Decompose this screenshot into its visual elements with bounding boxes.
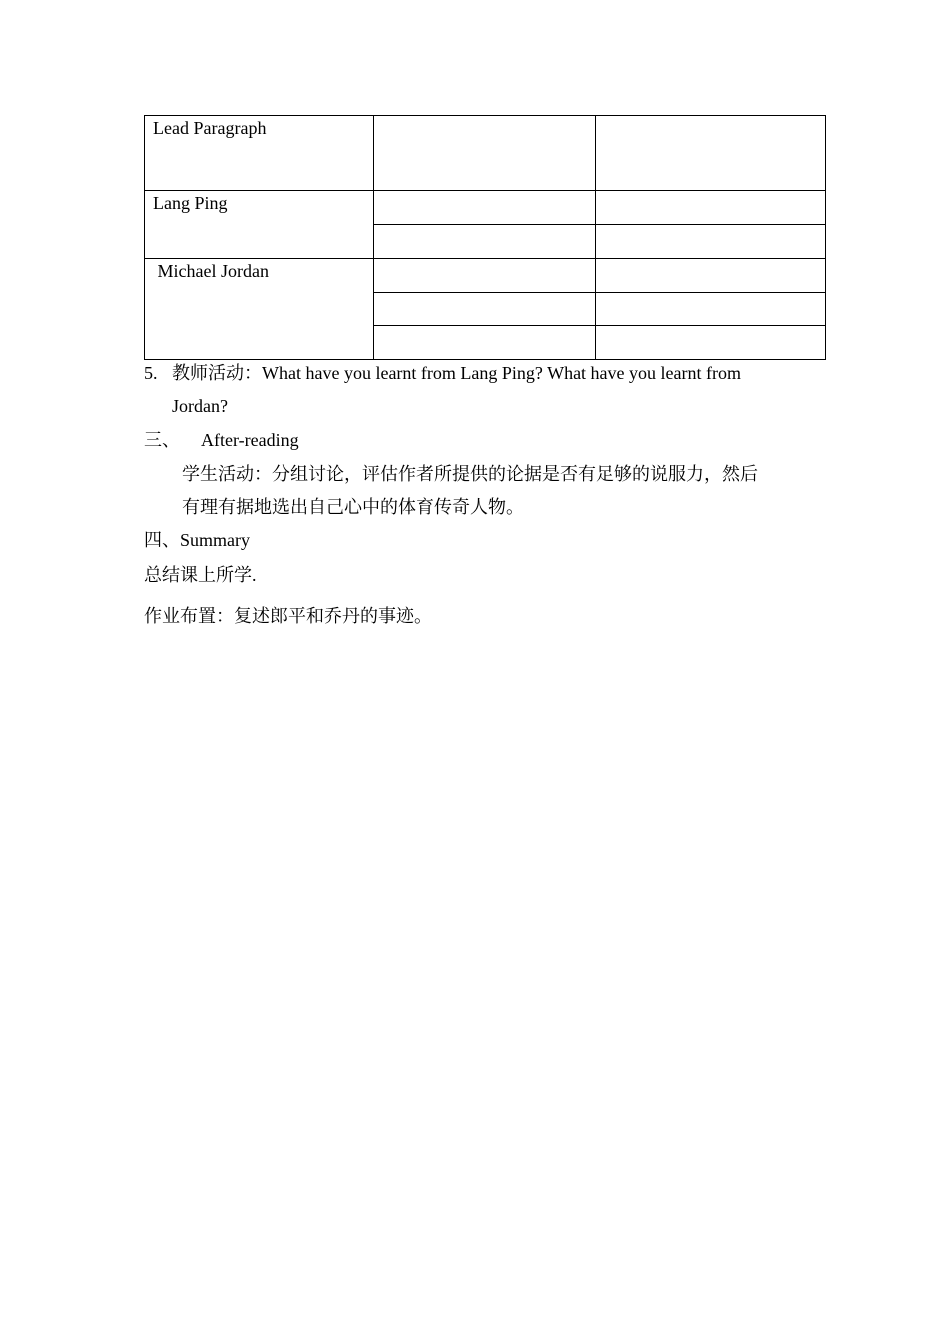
table-cell bbox=[596, 191, 826, 225]
table-cell bbox=[374, 293, 596, 326]
section-3-heading bbox=[144, 428, 299, 452]
table-cell bbox=[374, 116, 596, 191]
table-cell bbox=[596, 293, 826, 326]
item-5-question: 教师活动：What have you learnt from Lang Ping? What have you learnt from bbox=[172, 363, 742, 383]
table-row bbox=[145, 191, 826, 225]
table-cell bbox=[374, 225, 596, 259]
table-cell bbox=[596, 116, 826, 191]
table-cell bbox=[596, 225, 826, 259]
row-label-michael-jordan: Michael Jordan bbox=[153, 261, 269, 281]
reading-table bbox=[144, 115, 826, 360]
summary-text: 总结课上所学. bbox=[144, 565, 257, 585]
table-row bbox=[145, 259, 826, 293]
table-cell bbox=[596, 326, 826, 360]
table-cell bbox=[374, 326, 596, 360]
section-marker: 三、 bbox=[144, 430, 180, 450]
homework-text: 作业布置：复述郎平和乔丹的事迹。 bbox=[144, 606, 432, 626]
table-cell-label bbox=[145, 259, 374, 360]
table-cell bbox=[374, 191, 596, 225]
table-row bbox=[145, 116, 826, 191]
item-5-line-2: Jordan? bbox=[172, 396, 228, 416]
table-cell-label bbox=[145, 116, 374, 191]
section-4-heading: 四、Summary bbox=[144, 530, 250, 550]
row-label-lang-ping: Lang Ping bbox=[153, 193, 228, 213]
student-activity-line-2: 有理有据地选出自己心中的体育传奇人物。 bbox=[182, 497, 524, 517]
section-title: After-reading bbox=[201, 430, 299, 450]
table-cell-label bbox=[145, 191, 374, 259]
table-cell bbox=[596, 259, 826, 293]
student-activity-line-1: 学生活动：分组讨论，评估作者所提供的论据是否有足够的说服力，然后 bbox=[182, 464, 758, 484]
item-5-line-1 bbox=[144, 361, 741, 385]
item-number: 5. bbox=[144, 363, 158, 383]
table-cell bbox=[374, 259, 596, 293]
row-label-lead-paragraph: Lead Paragraph bbox=[153, 118, 267, 138]
